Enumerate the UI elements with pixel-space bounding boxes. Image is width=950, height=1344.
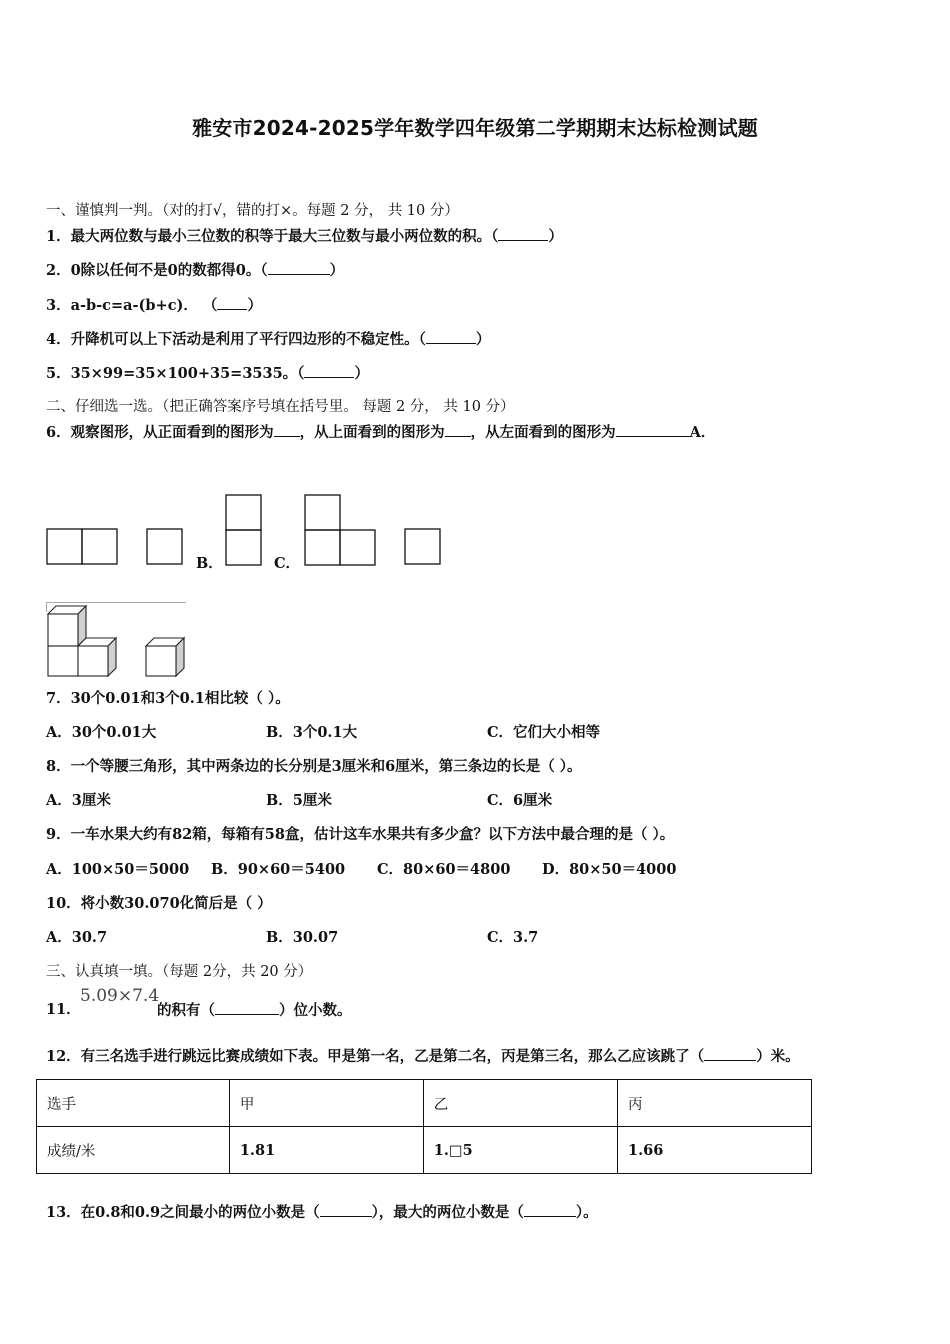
answer-blank[interactable] <box>304 363 354 378</box>
table-cell: 1.66 <box>618 1127 812 1174</box>
answer-blank[interactable] <box>445 422 471 437</box>
answer-blank[interactable] <box>426 329 476 344</box>
figure-two-squares <box>46 528 120 566</box>
table-row <box>37 1127 812 1174</box>
cube-solid-figure <box>46 602 188 680</box>
q10-option-b[interactable]: B．30.07 <box>266 929 339 946</box>
figure-single-square <box>404 528 442 566</box>
question-7: 7．30个0.01和3个0.1相比较（ ）。 <box>46 690 290 707</box>
question-5: 5．35×99=35×100+35=3535。（ ） <box>46 365 369 382</box>
section1-heading: 一、谨慎判一判。（对的打√，错的打×。每题 2 分， 共 10 分） <box>46 203 459 219</box>
q7-option-a[interactable]: A．30个0.01大 <box>46 724 157 741</box>
question-11-formula: 5.09×7.4 <box>80 986 160 1006</box>
table-cell: 成绩/米 <box>37 1127 230 1174</box>
page-title: 雅安市2024-2025学年数学四年级第二学期期末达标检测试题 <box>192 116 758 140</box>
question-6: 6．观察图形，从正面看到的图形为 ，从上面看到的图形为 ，从左面看到的图形为 A． <box>46 424 716 441</box>
q9-option-c[interactable]: C．80×60＝4800 <box>377 861 511 878</box>
table-header-cell: 甲 <box>229 1080 423 1127</box>
q7-option-c[interactable]: C．它们大小相等 <box>487 724 601 741</box>
question-1: 1．最大两位数与最小三位数的积等于最大三位数与最小两位数的积。（ ） <box>46 228 563 245</box>
q8-option-a[interactable]: A．3厘米 <box>46 792 111 809</box>
answer-blank[interactable] <box>274 422 300 437</box>
q8-option-c[interactable]: C．6厘米 <box>487 792 553 809</box>
q9-option-a[interactable]: A．100×50＝5000 <box>46 861 190 878</box>
table-row <box>37 1080 812 1127</box>
answer-blank[interactable] <box>524 1202 576 1217</box>
question-11-number: 11． <box>46 1001 81 1018</box>
question-9: 9．一车水果大约有82箱，每箱有58盒，估计这车水果共有多少盒？以下方法中最合理的是（ ）。 <box>46 826 675 843</box>
question-4: 4．升降机可以上下活动是利用了平行四边形的不稳定性。（ ） <box>46 331 491 348</box>
answer-blank[interactable] <box>268 260 330 275</box>
q8-option-b[interactable]: B．5厘米 <box>266 792 332 809</box>
answer-blank[interactable] <box>217 295 247 310</box>
question-13: 13．在0.8和0.9之间最小的两位小数是（ ），最大的两位小数是（ ）。 <box>46 1204 598 1221</box>
answer-blank[interactable] <box>704 1046 756 1061</box>
figure-one-square <box>146 528 184 566</box>
table-header-cell: 乙 <box>423 1080 617 1127</box>
question-2: 2．0除以任何不是0的数都得0。（ ） <box>46 262 345 279</box>
q9-option-b[interactable]: B．90×60＝5400 <box>211 861 346 878</box>
q9-option-d[interactable]: D．80×50＝4000 <box>542 861 677 878</box>
option-b-label: B． <box>196 555 223 572</box>
q10-option-c[interactable]: C．3.7 <box>487 929 539 946</box>
figure-vertical-squares <box>225 494 263 568</box>
q7-option-b[interactable]: B．3个0.1大 <box>266 724 358 741</box>
question-10: 10．将小数30.070化简后是（ ） <box>46 895 272 912</box>
question-8: 8．一个等腰三角形，其中两条边的长分别是3厘米和6厘米，第三条边的长是（ ）。 <box>46 758 582 775</box>
table-cell: 1.81 <box>229 1127 423 1174</box>
q10-option-a[interactable]: A．30.7 <box>46 929 108 946</box>
section3-heading: 三、认真填一填。（每题 2分，共 20 分） <box>46 964 313 980</box>
question-12: 12．有三名选手进行跳远比赛成绩如下表。甲是第一名，乙是第二名，丙是第三名，那么乙应该跳了（ ）米。 <box>46 1048 800 1065</box>
section2-heading: 二、仔细选一选。（把正确答案序号填在括号里。 每题 2 分， 共 10 分） <box>46 399 515 415</box>
question-3: 3．a-b-c=a-(b+c)． （ ） <box>46 297 262 314</box>
answer-blank[interactable] <box>616 422 690 437</box>
question-11: 的积有（ ）位小数。 <box>157 1002 352 1019</box>
figure-l-shape <box>304 494 378 568</box>
answer-blank[interactable] <box>215 1000 279 1015</box>
answer-blank[interactable] <box>320 1202 372 1217</box>
answer-blank[interactable] <box>498 226 548 241</box>
table-cell: 1.□5 <box>423 1127 617 1174</box>
score-table <box>36 1079 812 1174</box>
option-c-label: C． <box>274 555 301 572</box>
table-header-cell: 丙 <box>618 1080 812 1127</box>
table-header-cell: 选手 <box>37 1080 230 1127</box>
